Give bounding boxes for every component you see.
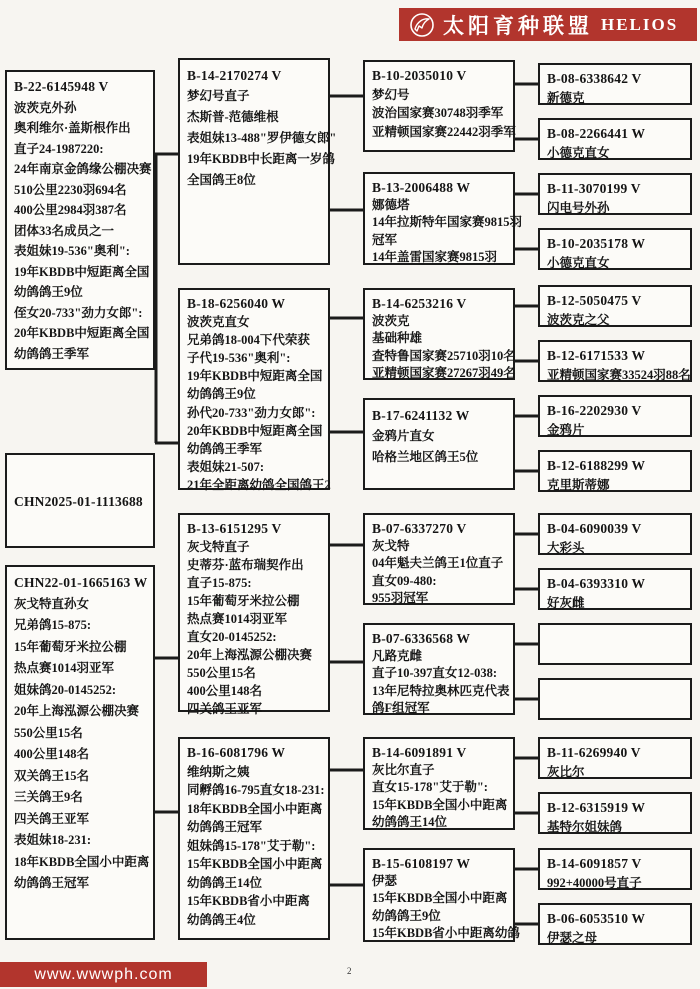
pedigree-box-g3-7: B-14-6091891 V 灰比尔直子 直女15-178"艾于勒": 15年KBDB全国小中距离 幼鸽鸽王14位	[363, 737, 515, 830]
pedigree-box-g3-6: B-07-6336568 W 凡路克雌 直子10-397直女12-038: 13年尼特拉奥林匹克代表 鸽F组冠军	[363, 623, 515, 715]
pedigree-box-g4-14: B-12-6315919 W 基特尔姐妹鸽	[538, 792, 692, 834]
pedigree-box-g4-6: B-12-6171533 W 亚精顿国家赛33524羽88名	[538, 340, 692, 382]
pedigree-box-g3-4: B-17-6241132 W 金鸦片直女 哈格兰地区鸽王5位	[363, 398, 515, 490]
pedigree-box-g4-12	[538, 678, 692, 720]
pedigree-box-g3-2: B-13-2006488 W 娜德塔 14年拉斯特年国家赛9815羽 冠军 14年盖雷国家赛9815羽	[363, 172, 515, 265]
pedigree-box-g4-16: B-06-6053510 W 伊瑟之母	[538, 903, 692, 945]
pedigree-box-g4-8: B-12-6188299 W 克里斯蒂娜	[538, 450, 692, 492]
page-number: 2	[347, 966, 352, 976]
pedigree-box-g4-3: B-11-3070199 V 闪电号外孙	[538, 173, 692, 215]
pedigree-box-g2-1: B-14-2170274 V 梦幻号直子 杰斯普-范德维根 表姐妹13-488"罗伊德女郎" 19年KBDB中长距离一岁鸽 全国鸽王8位	[178, 58, 330, 265]
brand-name-en: HELIOS	[601, 14, 679, 34]
pedigree-box-g3-8: B-15-6108197 W 伊瑟 15年KBDB全国小中距离 幼鸽鸽王9位 15年KBDB省小中距离幼鸽	[363, 848, 515, 942]
brand-name-cn: 太阳育种联盟	[443, 13, 593, 38]
pedigree-box-sire: B-22-6145948 V 波茨克外孙 奥利维尔·盖斯根作出 直子24-1987220: 24年南京金鸽缘公棚决赛 510公里2230羽694名 400公里2984羽387名 团体33名成员之一 表姐妹19-536"奥利": 19年KBDB中短距离全国 幼鸽鸽王9位 侄女20-733"劲力女郎": 20年KBDB中短距离全国 幼鸽鸽王季军	[5, 70, 155, 370]
pedigree-box-g2-3: B-13-6151295 V 灰戈特直子 史蒂芬·蓝布瑞契作出 直子15-875: 15年葡萄牙米拉公棚 热点赛1014羽亚军 直女20-0145252: 20年上海泓源公棚决赛 550公里15名 400公里148名 四关鸽王亚军	[178, 513, 330, 712]
pedigree-box-g3-1: B-10-2035010 V 梦幻号 波治国家赛30748羽季军 亚精顿国家赛22442羽季军	[363, 60, 515, 152]
pedigree-box-g4-4: B-10-2035178 W 小德克直女	[538, 228, 692, 270]
pedigree-box-g4-7: B-16-2202930 V 金鸦片	[538, 395, 692, 437]
footer-url: www.wwwph.com	[34, 965, 173, 983]
pedigree-box-g2-4: B-16-6081796 W 维纳斯之姨 同孵鸽16-795直女18-231: 18年KBDB全国小中距离 幼鸽鸽王冠军 姐妹鸽15-178"艾于勒": 15年KBDB全国小中距离 幼鸽鸽王14位 15年KBDB省小中距离 幼鸽鸽王4位	[178, 737, 330, 940]
pedigree-box-g4-13: B-11-6269940 V 灰比尔	[538, 737, 692, 779]
pedigree-box-dam: CHN22-01-1665163 W 灰戈特直孙女 兄弟鸽15-875: 15年葡萄牙米拉公棚 热点赛1014羽亚军 姐妹鸽20-0145252: 20年上海泓源公棚决赛 550公里15名 400公里148名 双关鸽王15名 三关鸽王9名 四关鸽王亚军 表姐妹18-231: 18年KBDB全国小中距离 幼鸽鸽王冠军	[5, 565, 155, 940]
pedigree-box-g4-9: B-04-6090039 V 大彩头	[538, 513, 692, 555]
pedigree-box-g4-11	[538, 623, 692, 665]
pedigree-box-g4-15: B-14-6091857 V 992+40000号直子	[538, 848, 692, 890]
pedigree-box-g4-1: B-08-6338642 V 新德克	[538, 63, 692, 105]
pedigree-box-g4-10: B-04-6393310 W 好灰雌	[538, 568, 692, 610]
pedigree-box-g2-2: B-18-6256040 W 波茨克直女 兄弟鸽18-004下代荣获 子代19-536"奥利": 19年KBDB中短距离全国 幼鸽鸽王9位 孙代20-733"劲力女郎": 20年KBDB中短距离全国 幼鸽鸽王季军 表姐妹21-507: 21年全距离幼鸽全国鸽王2	[178, 288, 330, 490]
footer-banner	[0, 962, 207, 987]
pedigree-box-g4-2: B-08-2266441 W 小德克直女	[538, 118, 692, 160]
pedigree-box-g3-5: B-07-6337270 V 灰戈特 04年魁夫兰鸽王1位直子 直女09-480: 955羽冠军	[363, 513, 515, 605]
pedigree-box-g3-3: B-14-6253216 V 波茨克 基础种雄 查特鲁国家赛25710羽10名 亚精顿国家赛27267羽49名	[363, 288, 515, 380]
pedigree-box-g4-5: B-12-5050475 V 波茨克之父	[538, 285, 692, 327]
pedigree-box-subject: CHN2025-01-1113688	[5, 453, 155, 548]
